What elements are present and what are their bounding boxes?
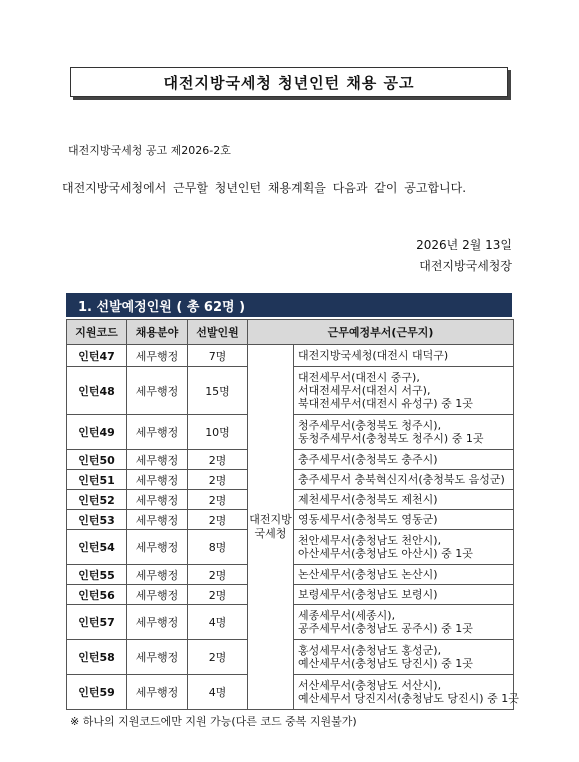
cell-org: 대전지방국세청 [248,345,294,710]
cell-offices [294,450,514,470]
recruitment-table [66,319,519,710]
cell-field: 세무행정 [127,605,188,640]
footnote: ※ 하나의 지원코드에만 지원 가능(다른 코드 중복 지원불가) [70,715,357,728]
cell-code: 인턴57 [67,605,127,640]
notice-number: 대전지방국세청 공고 제2026-2호 [68,144,231,157]
cell-code: 인턴51 [67,470,127,490]
office-line: 대전지방국세청(대전시 대덕구) [298,349,449,362]
cell-code: 인턴47 [67,345,127,367]
office-line: 동청주세무서(충청북도 청주시) 중 1곳 [298,432,484,445]
cell-field: 세무행정 [127,415,188,450]
cell-count: 7명 [188,345,248,367]
notice-signer: 대전지방국세청장 [419,259,512,273]
cell-offices [294,565,514,585]
cell-code: 인턴49 [67,415,127,450]
cell-offices [294,640,514,675]
cell-offices [294,605,514,640]
cell-count: 2명 [188,450,248,470]
cell-field: 세무행정 [127,510,188,530]
cell-code: 인턴59 [67,675,127,710]
office-line: 공주세무서(충청남도 공주시) 중 1곳 [298,622,473,635]
header-field: 채용분야 [127,320,188,345]
office-line: 제천세무서(충청북도 제천시) [298,493,438,506]
cell-code: 인턴52 [67,490,127,510]
office-line: 예산세무서(충청남도 당진시) 중 1곳 [298,657,473,670]
cell-offices [294,585,514,605]
section-header [66,293,512,317]
cell-offices [294,490,514,510]
cell-code: 인턴54 [67,530,127,565]
office-line: 충주세무서 충북혁신지서(충청북도 음성군) [298,473,505,486]
table-header-row [67,320,514,345]
header-count: 선발인원 [188,320,248,345]
notice-title: 대전지방국세청 청년인턴 채용 공고 [163,73,415,92]
cell-field: 세무행정 [127,675,188,710]
section-title: 1. 선발예정인원 ( 총 62명 ) [78,299,246,315]
cell-count: 2명 [188,490,248,510]
notice-body: 대전지방국세청에서 근무할 청년인턴 채용계획을 다음과 같이 공고합니다. [62,181,467,195]
notice-title-box [70,67,508,97]
office-line: 논산세무서(충청남도 논산시) [298,568,438,581]
cell-offices [294,530,514,565]
cell-field: 세무행정 [127,470,188,490]
cell-field: 세무행정 [127,565,188,585]
cell-code: 인턴48 [67,367,127,415]
cell-count: 2명 [188,565,248,585]
cell-field: 세무행정 [127,640,188,675]
cell-count: 10명 [188,415,248,450]
cell-offices [294,470,514,490]
office-line: 북대전세무서(대전시 유성구) 중 1곳 [298,397,473,410]
cell-offices [294,675,519,710]
cell-code: 인턴56 [67,585,127,605]
office-line: 세종세무서(세종시), [298,609,396,622]
office-line: 서산세무서(충청남도 서산시), [298,679,442,692]
cell-count: 4명 [188,605,248,640]
cell-field: 세무행정 [127,530,188,565]
office-line: 보령세무서(충청남도 보령시) [298,588,438,601]
cell-code: 인턴53 [67,510,127,530]
cell-offices [294,510,514,530]
cell-offices [294,415,514,450]
cell-count: 2명 [188,640,248,675]
office-line: 대전세무서(대전시 중구), [298,371,420,384]
table-body [67,345,519,710]
cell-code: 인턴58 [67,640,127,675]
cell-count: 2명 [188,510,248,530]
cell-count: 2명 [188,470,248,490]
notice-date: 2026년 2월 13일 [416,238,512,252]
cell-field: 세무행정 [127,345,188,367]
cell-code: 인턴50 [67,450,127,470]
cell-field: 세무행정 [127,585,188,605]
cell-count: 15명 [188,367,248,415]
office-line: 홍성세무서(충청남도 홍성군), [298,644,442,657]
office-line: 영동세무서(충청북도 영동군) [298,513,438,526]
cell-count: 4명 [188,675,248,710]
table-row [67,345,514,367]
header-code: 지원코드 [67,320,127,345]
cell-offices [294,367,514,415]
office-line: 예산세무서 당진지서(충청남도 당진시) 중 1곳 [298,692,519,705]
office-line: 서대전세무서(대전시 서구), [298,384,431,397]
cell-field: 세무행정 [127,450,188,470]
office-line: 청주세무서(충청북도 청주시), [298,419,442,432]
office-line: 충주세무서(충청북도 충주시) [298,453,438,466]
cell-offices [294,345,514,367]
cell-field: 세무행정 [127,490,188,510]
cell-code: 인턴55 [67,565,127,585]
cell-count: 8명 [188,530,248,565]
office-line: 아산세무서(충청남도 아산시) 중 1곳 [298,547,473,560]
office-line: 천안세무서(충청남도 천안시), [298,534,442,547]
header-offices: 근무예정부서(근무지) [248,320,514,345]
cell-field: 세무행정 [127,367,188,415]
cell-count: 2명 [188,585,248,605]
